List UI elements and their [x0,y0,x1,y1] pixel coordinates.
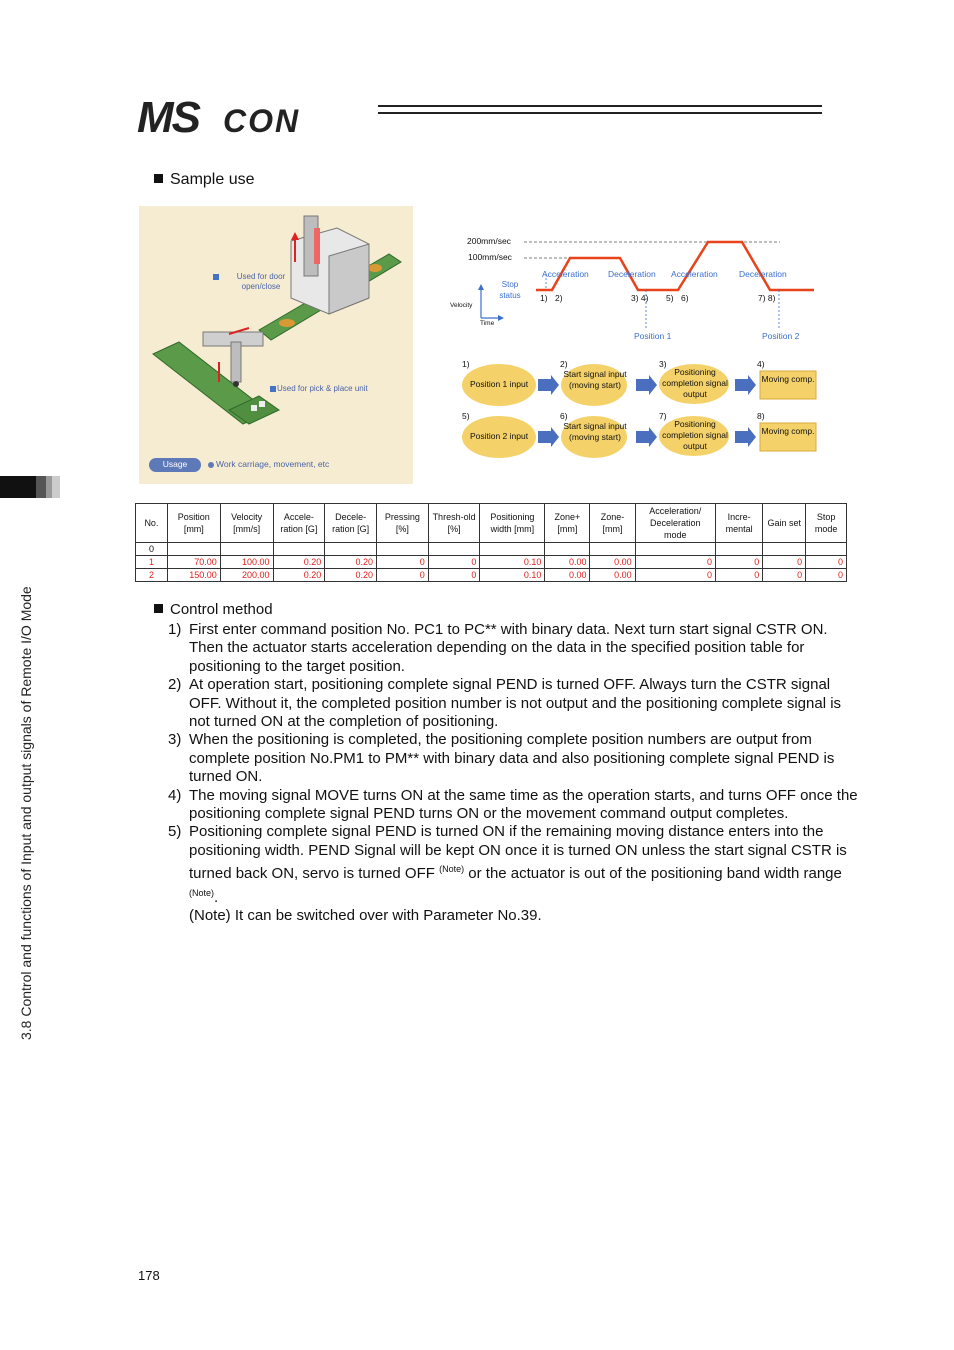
table-cell [545,543,590,556]
phase-label-3: Acceleration [671,269,718,279]
chapter-tab [0,476,60,498]
square-bullet-icon [154,604,163,613]
table-cell: 100.00 [220,556,273,569]
item-text: At operation start, positioning complete signal PEND is turned OFF. Always turn the CSTR signal OFF. Without it, the completed position number is not output and the positioning complete signal is not turned ON at the completion of positioning. [189,676,842,731]
col-zone-minus: Zone- [mm] [590,504,635,543]
table-row [136,569,847,582]
table-cell [220,543,273,556]
table-cell: 150.00 [167,569,220,582]
flow-step-text: Positioning completion signal output [662,419,728,451]
control-method-title: Control method [170,601,273,618]
table-cell: 0 [377,569,429,582]
col-no: No. [136,504,168,543]
item-number: 5) [168,823,182,841]
velocity-axis-label: Velocity [450,302,473,309]
item-text: First enter command position No. PC1 to PC** with binary data. Next turn start signal CSTR ON. Then the actuator starts acceleration depending on the data in the specified position table for positioning to the target position. [189,621,828,675]
item-number: 3) [168,731,182,749]
footnote: (Note) It can be switched over with Parameter No.39. [189,907,542,925]
table-cell: 70.00 [167,556,220,569]
table-cell [590,543,635,556]
usage-text: Work carriage, movement, etc [216,459,330,469]
flow-step-no: 6) [560,411,568,421]
marker-3-4: 3) 4) [631,293,649,303]
note-superscript: (Note) [439,864,465,875]
list-item [168,676,858,731]
header-rule-top [378,105,822,107]
table-cell: 0.20 [273,569,325,582]
note-superscript: (Note) [189,887,215,898]
section-side-title: 3.8 Control and functions of Input and output signals of Remote I/O Mode [18,586,34,1040]
table-cell: 0 [136,543,168,556]
sample-use-title: Sample use [170,171,255,188]
mscon-logo [137,95,369,137]
table-cell [377,543,429,556]
col-zone-plus: Zone+ [mm] [545,504,590,543]
tab-block-4 [52,476,60,498]
table-cell [428,543,480,556]
col-gain-set: Gain set [763,504,806,543]
item-text-part: Positioning complete signal PEND is turned ON if the remaining moving distance enters into the positioning width. PEND Signal will be kept ON once it is turned ON unless the start signal CSTR is turned back ON, servo is turned OFF [189,823,847,883]
table-cell: 0.10 [480,569,545,582]
flow-step-no: 4) [757,359,765,369]
table-cell [167,543,220,556]
tab-block-2 [36,476,46,498]
position-table [135,503,847,582]
item-text [189,823,858,907]
marker-2: 2) [555,293,563,303]
phase-label-2: Deceleration [608,269,656,279]
table-cell [635,543,715,556]
item-number: 1) [168,621,182,638]
table-cell [480,543,545,556]
table-cell: 0 [806,569,847,582]
operation-flow [458,356,828,466]
table-cell: 0.20 [273,556,325,569]
marker-6: 6) [681,293,689,303]
flow-step-no: 5) [462,411,470,421]
item-text-part: or the actuator is out of the positioning band width range [464,865,842,883]
col-positioning-width: Positioning width [mm] [480,504,545,543]
item-text: The moving signal MOVE turns ON at the same time as the operation starts, and turns OFF once the positioning complete signal PEND turns ON or the movement command output completes. [189,786,858,823]
table-cell [715,543,762,556]
pick-place-label: Used for pick & place unit [277,384,368,393]
table-cell: 0.20 [325,556,377,569]
table-cell: 0 [428,569,480,582]
position-2-label: Position 2 [762,331,800,341]
table-cell: 0.00 [590,569,635,582]
logo-graphic [137,95,369,137]
table-cell: 0 [715,556,762,569]
position-1-label: Position 1 [634,331,672,341]
phase-label-1: Acceleration [542,269,589,279]
flow-step-no: 3) [659,359,667,369]
table-cell: 0.00 [545,556,590,569]
table-cell: 0 [806,556,847,569]
header-rule-bottom [378,112,822,114]
col-incremental: Incre-mental [715,504,762,543]
flow-step-no: 1) [462,359,470,369]
list-item [168,787,858,824]
item-number: 2) [168,676,182,694]
table-cell [325,543,377,556]
square-bullet-icon [154,174,163,183]
table-cell [806,543,847,556]
table-cell [763,543,806,556]
velocity-200: 200mm/sec [467,236,511,246]
flow-step-text: Start signal input (moving start) [563,421,627,442]
marker-7-8: 7) 8) [758,293,776,303]
table-row [136,556,847,569]
marker-5: 5) [666,293,674,303]
col-velocity: Velocity [mm/s] [220,504,273,543]
table-header-row [136,504,847,543]
flow-shapes [458,356,828,466]
actuator-illustration [139,206,413,484]
col-deceleration: Decele-ration [G] [325,504,377,543]
flow-step-text: Start signal input (moving start) [563,369,627,390]
table-cell: 2 [136,569,168,582]
stop-status-label: Stop status [499,280,521,300]
flow-step-text: Positioning completion signal output [662,367,728,399]
usage-illustration [139,206,413,484]
list-item [168,823,858,907]
item-text: When the positioning is completed, the positioning complete position numbers are output from complete position No.PM1 to PM** with binary data and also positioning complete signal PEND is turned ON. [189,731,835,786]
col-pressing: Pressing [%] [377,504,429,543]
control-method-heading [154,601,273,618]
table-cell: 0 [635,569,715,582]
flow-step-text: Moving comp. [761,426,815,436]
col-stop-mode: Stop mode [806,504,847,543]
flow-step-no: 7) [659,411,667,421]
list-item [168,621,858,676]
tab-block-1 [0,476,36,498]
control-method-list [168,621,858,926]
marker-1: 1) [540,293,548,303]
table-cell: 0 [377,556,429,569]
flow-step-text: Moving comp. [761,374,815,384]
table-cell: 0.00 [545,569,590,582]
table-row [136,543,847,556]
item-text-part: . [214,888,219,906]
door-label: Used for door open/close [236,272,286,291]
table-cell: 0 [715,569,762,582]
flow-step-no: 2) [560,359,568,369]
table-cell [273,543,325,556]
velocity-timing-chart [440,226,840,346]
usage-badge: Usage [162,459,188,469]
table-cell: 0.10 [480,556,545,569]
col-accel-decel-mode: Acceleration/ Deceleration mode [635,504,715,543]
table-cell: 0 [763,569,806,582]
table-cell: 0 [428,556,480,569]
time-axis-label: Time [480,320,495,327]
flow-step-text: Position 1 input [469,379,529,389]
col-threshold: Thresh-old [%] [428,504,480,543]
flow-step-no: 8) [757,411,765,421]
logo-ms: MS [137,95,199,137]
table-cell: 0.00 [590,556,635,569]
page-number: 178 [138,1268,160,1283]
col-position: Position [mm] [167,504,220,543]
flow-step-text: Position 2 input [469,431,529,441]
table-cell: 1 [136,556,168,569]
table-cell: 200.00 [220,569,273,582]
item-number: 4) [168,786,182,804]
table-cell: 0.20 [325,569,377,582]
sample-use-heading [154,171,255,189]
table-cell: 0 [635,556,715,569]
col-acceleration: Accele-ration [G] [273,504,325,543]
table-cell: 0 [763,556,806,569]
list-item [168,731,858,786]
logo-con: CON [223,103,301,137]
phase-label-4: Deceleration [739,269,787,279]
velocity-100: 100mm/sec [468,252,512,262]
